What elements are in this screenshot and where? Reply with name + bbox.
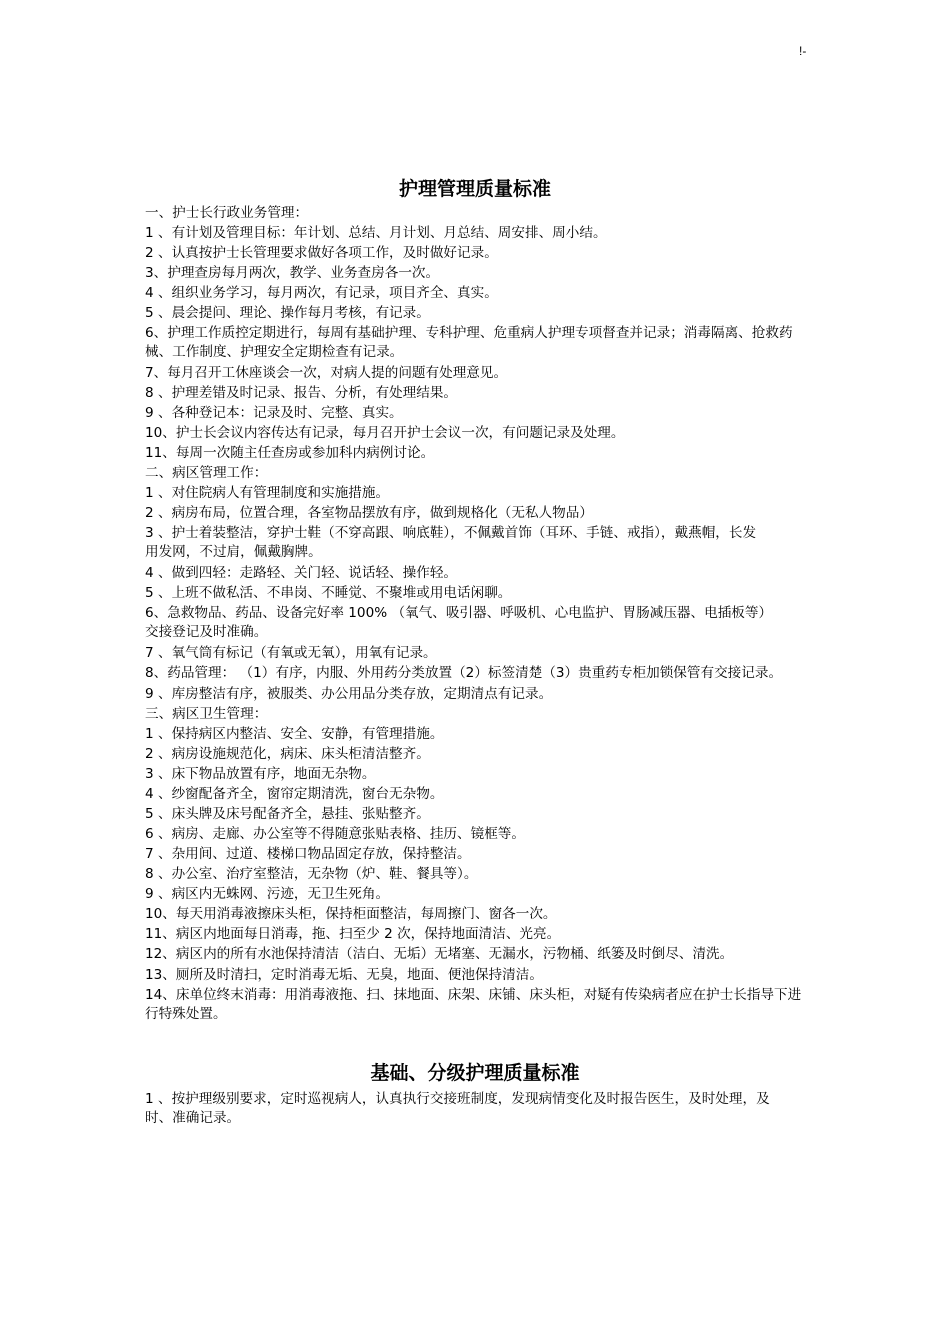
list-item: 2 、病房设施规范化，病床、床头柜清洁整齐。 [145, 746, 430, 762]
list-item: 1 、保持病区内整洁、安全、安静，有管理措施。 [145, 726, 444, 742]
list-item: 1 、按护理级别要求，定时巡视病人，认真执行交接班制度，发现病情变化及时报告医生，及时处理，及时、准确记录。 [145, 1091, 770, 1126]
list-item: 9 、病区内无蛛网、污迹，无卫生死角。 [145, 886, 390, 902]
list-item: 5 、上班不做私活、不串岗、不睡觉、不聚堆或用电话闲聊。 [145, 585, 512, 601]
section-body-nursing-management [145, 203, 810, 1025]
list-item: 3、护理查房每月两次，教学、业务查房各一次。 [145, 265, 440, 281]
list-item: 11、病区内地面每日消毒，拖、扫至少 2 次，保持地面清洁、光亮。 [145, 926, 561, 942]
list-item: 1 、有计划及管理目标：年计划、总结、月计划、月总结、周安排、周小结。 [145, 225, 607, 241]
list-item: 4 、纱窗配备齐全，窗帘定期清洗，窗台无杂物。 [145, 786, 444, 802]
list-item: 8 、办公室、治疗室整洁，无杂物（炉、鞋、餐具等）。 [145, 866, 478, 882]
list-item: 11、每周一次随主任查房或参加科内病例讨论。 [145, 445, 435, 461]
list-item: 3 、护士着装整洁，穿护士鞋（不穿高跟、响底鞋），不佩戴首饰（耳环、手链、戒指），戴燕帽，长发用发网，不过肩，佩戴胸牌。 [145, 525, 757, 560]
list-item: 4 、组织业务学习，每月两次，有记录，项目齐全、真实。 [145, 285, 498, 301]
list-item: 7 、杂用间、过道、楼梯口物品固定存放，保持整洁。 [145, 846, 471, 862]
heading-ward-hygiene: 三、病区卫生管理： [145, 706, 268, 722]
list-item: 4 、做到四轻：走路轻、关门轻、说话轻、操作轻。 [145, 565, 458, 581]
list-item: 6、急救物品、药品、设备完好率 100% （氧气、吸引器、呼吸机、心电监护、胃肠减压器、电插板等）交接登记及时准确。 [145, 605, 773, 640]
list-item: 7 、氧气筒有标记（有氧或无氧），用氧有记录。 [145, 645, 437, 661]
section-title-nursing-management: 护理管理质量标准 [398, 178, 551, 200]
list-item: 10、每天用消毒液擦床头柜，保持柜面整洁，每周擦门、窗各一次。 [145, 906, 557, 922]
list-item: 14、床单位终末消毒：用消毒液拖、扫、抹地面、床架、床铺、床头柜，对疑有传染病者应在护士长指导下进行特殊处置。 [145, 987, 802, 1022]
list-item: 3 、床下物品放置有序，地面无杂物。 [145, 766, 376, 782]
list-item: 12、病区内的所有水池保持清洁（洁白、无垢）无堵塞、无漏水，污物桶、纸篓及时倒尽、清洗。 [145, 946, 734, 962]
list-item: 5 、晨会提问、理论、操作每月考核，有记录。 [145, 305, 430, 321]
list-item: 8 、护理差错及时记录、报告、分析，有处理结果。 [145, 385, 458, 401]
list-item: 6 、病房、走廊、办公室等不得随意张贴表格、挂历、镜框等。 [145, 826, 525, 842]
list-item: 10、护士长会议内容传达有记录，每月召开护士会议一次，有问题记录及处理。 [145, 425, 625, 441]
list-item: 13、厕所及时清扫，定时消毒无垢、无臭，地面、便池保持清洁。 [145, 967, 543, 983]
list-item: 2 、认真按护士长管理要求做好各项工作，及时做好记录。 [145, 245, 498, 261]
heading-head-nurse-admin: 一、护士长行政业务管理： [145, 205, 309, 221]
list-item: 7、每月召开工休座谈会一次，对病人提的问题有处理意见。 [145, 365, 508, 381]
heading-ward-management: 二、病区管理工作： [145, 465, 268, 481]
section-title-basic-graded-nursing: 基础、分级护理质量标准 [370, 1062, 580, 1084]
list-item: 9 、库房整洁有序，被服类、办公用品分类存放，定期清点有记录。 [145, 686, 553, 702]
list-item: 6、护理工作质控定期进行，每周有基础护理、专科护理、危重病人护理专项督查并记录；消毒隔离、抢救药械、工作制度、护理安全定期检查有记录。 [145, 325, 793, 360]
section-body-basic-graded-nursing [145, 1089, 810, 1129]
page-mark: !- [799, 44, 807, 58]
list-item: 5 、床头牌及床号配备齐全，悬挂、张贴整齐。 [145, 806, 430, 822]
list-item: 9 、各种登记本：记录及时、完整、真实。 [145, 405, 403, 421]
list-item: 8、药品管理： （1）有序，内服、外用药分类放置（2）标签清楚（3）贵重药专柜加锁保管有交接记录。 [145, 665, 783, 681]
list-item: 2 、病房布局，位置合理，各室物品摆放有序，做到规格化（无私人物品） [145, 505, 593, 521]
list-item: 1 、对住院病人有管理制度和实施措施。 [145, 485, 390, 501]
